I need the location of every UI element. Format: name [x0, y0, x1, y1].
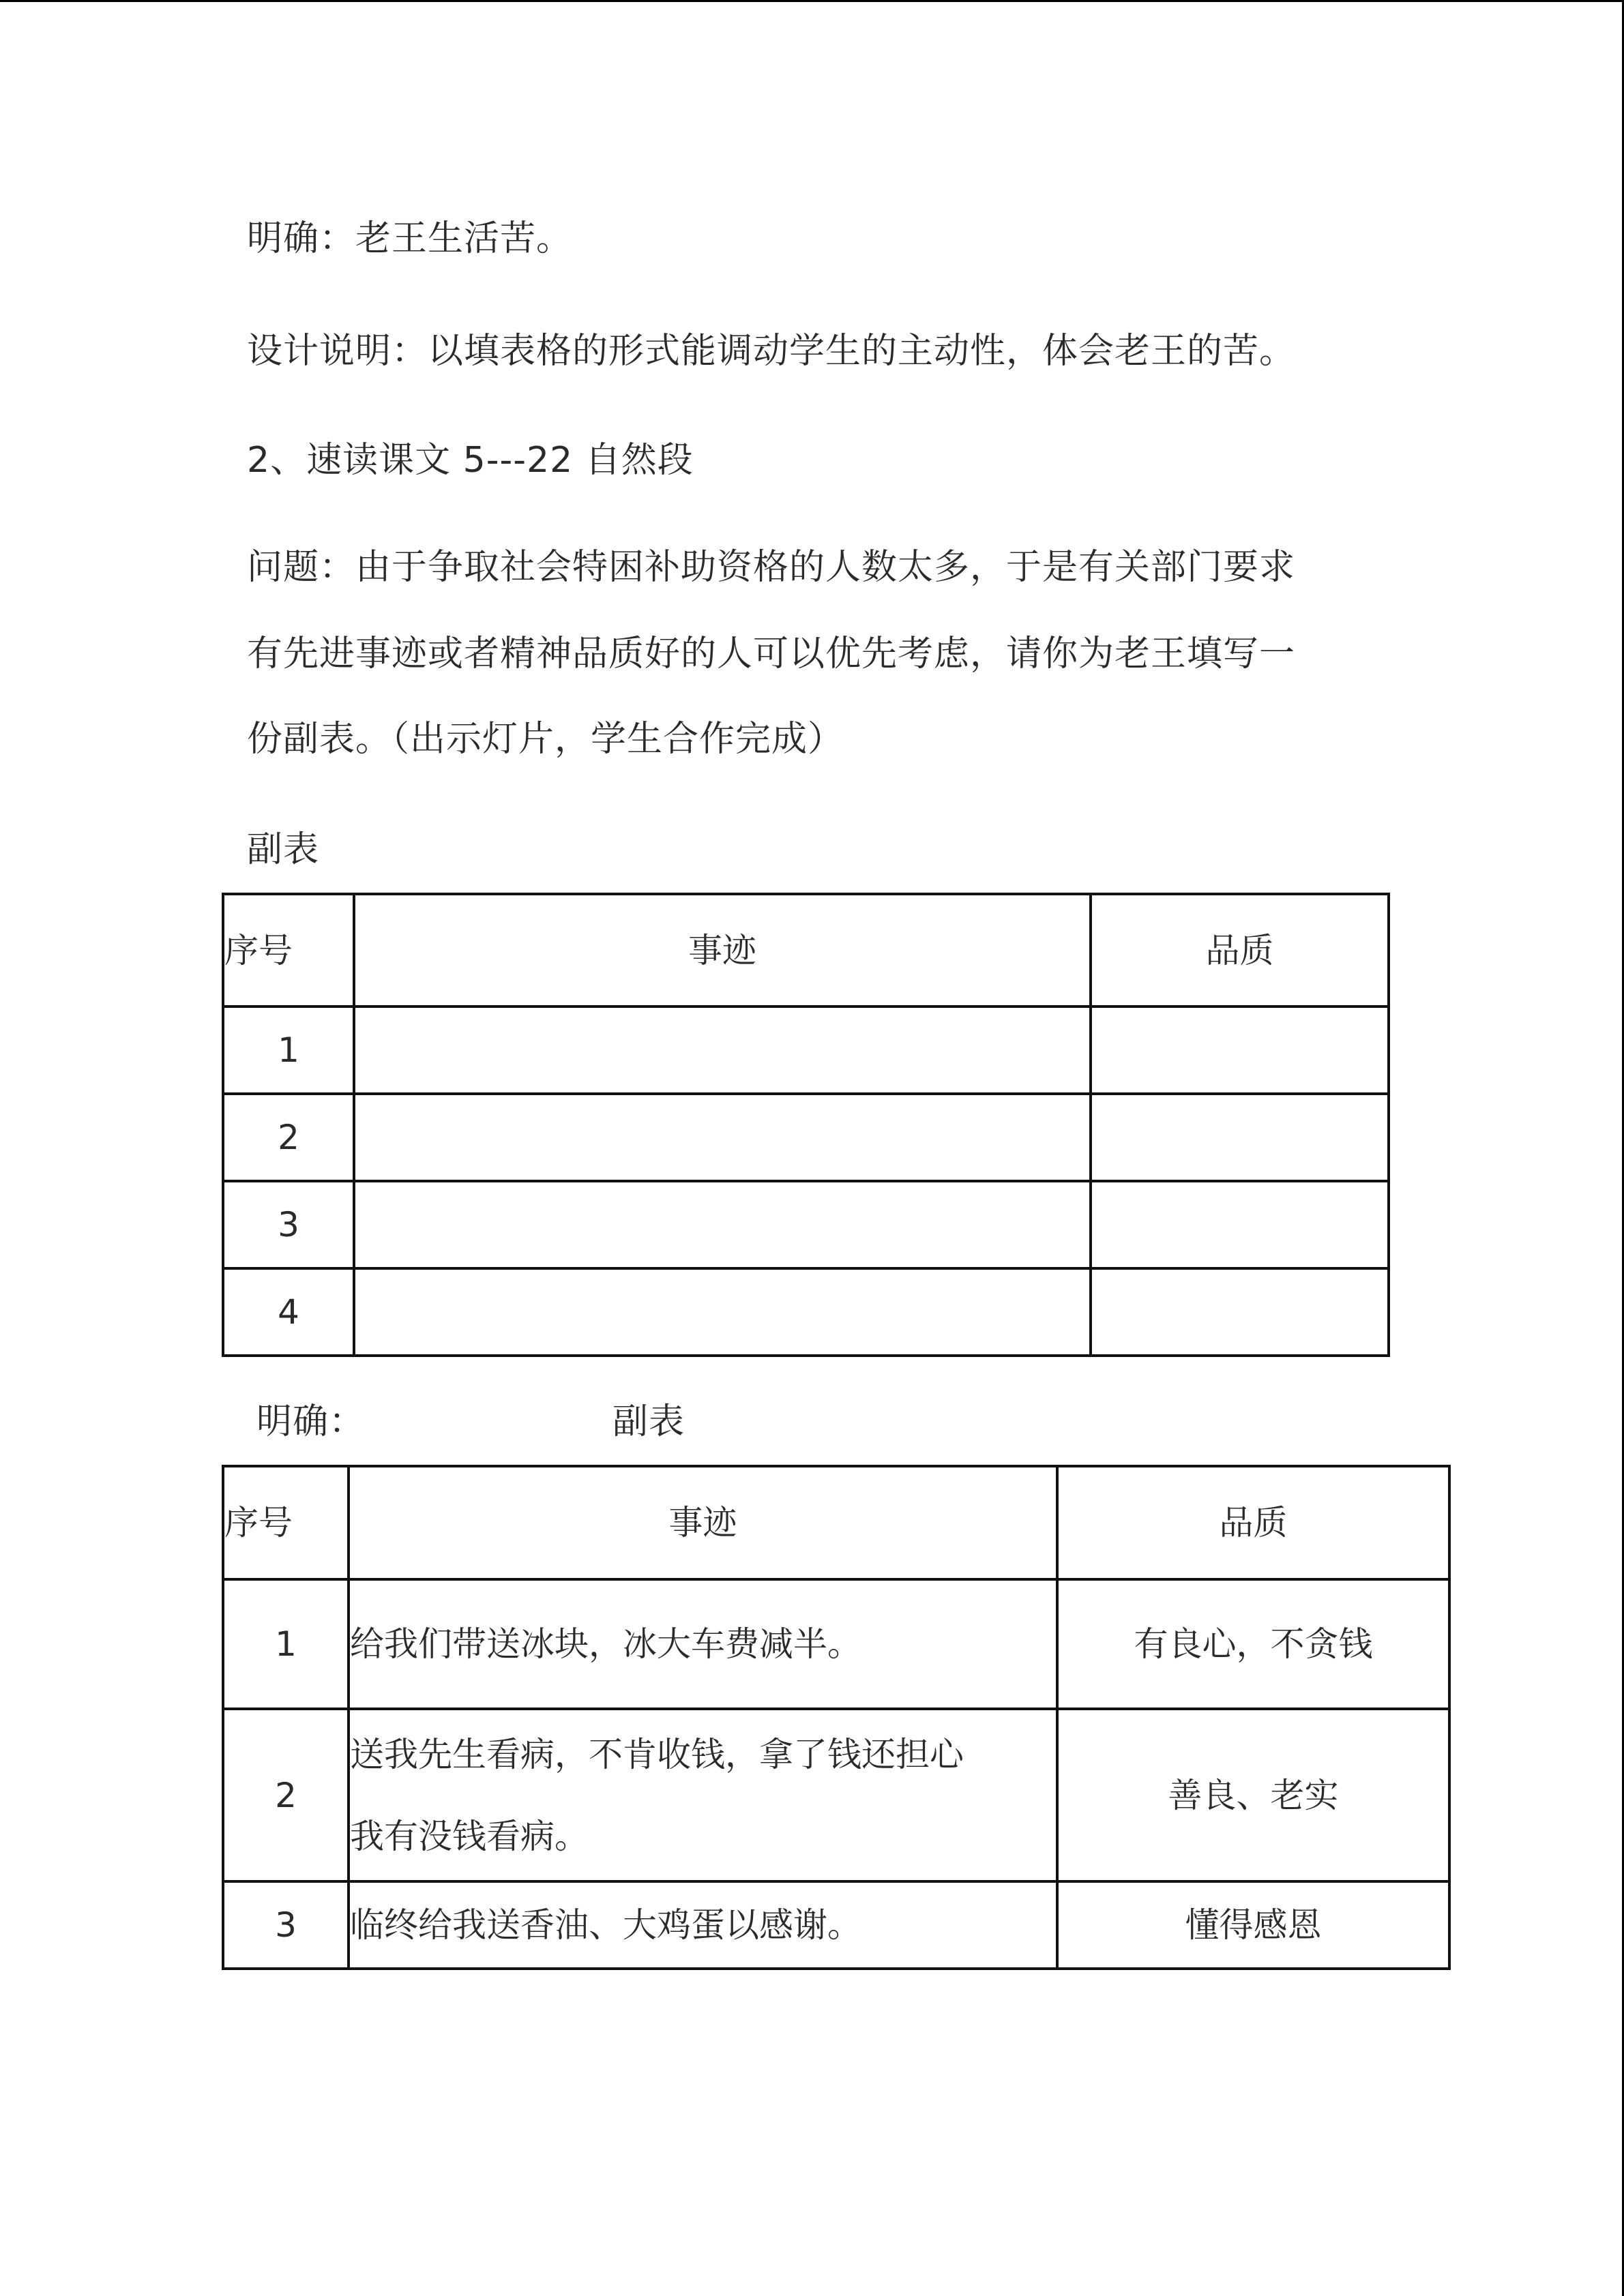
header-deed: 事迹	[349, 1466, 1057, 1579]
quality-cell[interactable]	[1091, 1181, 1389, 1268]
table-header-row	[223, 894, 1389, 1007]
step-heading	[247, 438, 694, 482]
header-seq: 序号	[223, 1466, 349, 1579]
row-number: 3	[223, 1881, 349, 1969]
header-deed: 事迹	[354, 894, 1091, 1007]
quality-cell: 有良心，不贪钱	[1057, 1579, 1449, 1709]
header-quality: 品质	[1091, 894, 1389, 1007]
table-row	[223, 1007, 1389, 1094]
deed-cell: 给我们带送冰块，冰大车费减半。	[349, 1579, 1057, 1709]
deed-cell: 临终给我送香油、大鸡蛋以感谢。	[349, 1881, 1057, 1969]
table-row	[223, 1094, 1389, 1181]
table-header-row	[223, 1466, 1449, 1579]
table-row	[223, 1579, 1449, 1709]
question-line-3: 份副表。（出示灯片，学生合作完成）	[247, 719, 844, 760]
row-number: 4	[223, 1268, 354, 1356]
header-seq: 序号	[223, 894, 354, 1007]
conclusion-line: 明确：老王生活苦。	[247, 218, 573, 259]
deed-cell[interactable]	[354, 1181, 1091, 1268]
quality-cell[interactable]	[1091, 1007, 1389, 1094]
step-text-b: 自然段	[585, 440, 694, 481]
deed-line: 我有没钱看病。	[350, 1816, 589, 1856]
row-number: 1	[223, 1579, 349, 1709]
deed-cell	[349, 1709, 1057, 1881]
table-row	[223, 1268, 1389, 1356]
row-number: 3	[223, 1181, 354, 1268]
quality-cell: 懂得感恩	[1057, 1881, 1449, 1969]
table-row	[223, 1181, 1389, 1268]
question-line-1: 问题：由于争取社会特困补助资格的人数太多，于是有关部门要求	[247, 547, 1296, 588]
row-number: 2	[223, 1094, 354, 1181]
question-line-2: 有先进事迹或者精神品质好的人可以优先考虑，请你为老王填写一	[247, 633, 1296, 674]
blank-form-table	[222, 893, 1390, 1357]
table2-caption: 副表	[612, 1401, 685, 1442]
quality-cell[interactable]	[1091, 1268, 1389, 1356]
row-number: 2	[223, 1709, 349, 1881]
quality-cell[interactable]	[1091, 1094, 1389, 1181]
deed-cell[interactable]	[354, 1094, 1091, 1181]
step-number: 2	[247, 440, 271, 481]
answer-table	[222, 1465, 1451, 1970]
row-number: 1	[223, 1007, 354, 1094]
deed-cell[interactable]	[354, 1007, 1091, 1094]
table1-caption: 副表	[247, 829, 320, 870]
step-range: 5---22	[462, 440, 574, 481]
deed-cell[interactable]	[354, 1268, 1091, 1356]
quality-cell: 善良、老实	[1057, 1709, 1449, 1881]
deed-line: 送我先生看病，不肯收钱，拿了钱还担心	[350, 1734, 964, 1774]
header-quality: 品质	[1057, 1466, 1449, 1579]
table-row	[223, 1709, 1449, 1881]
step-text-a: 、速读课文	[270, 440, 452, 481]
answer-label: 明确：	[256, 1401, 366, 1442]
design-note: 设计说明：以填表格的形式能调动学生的主动性，体会老王的苦。	[247, 331, 1296, 372]
table-row	[223, 1881, 1449, 1969]
